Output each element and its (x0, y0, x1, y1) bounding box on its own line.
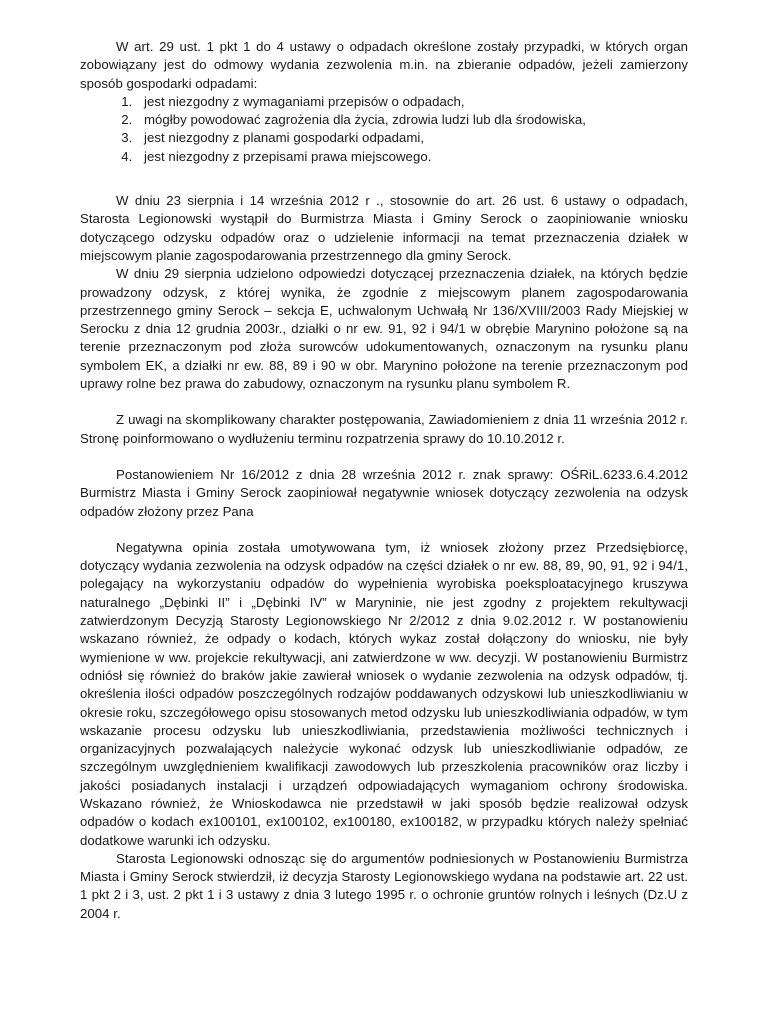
paragraph-deadline-extension: Z uwagi na skomplikowany charakter postępowania, Zawiadomieniem z dnia 11 września 2012 r. Stronę poinformowano o wydłużeniu terminu rozpatrzenia sprawy do 10.10.2012 r. (80, 412, 688, 446)
paragraph-zoning-response: W dniu 29 sierpnia udzielono odpowiedzi dotyczącej przeznaczenia działek, na których będzie prowadzony odzysk, z której wynika, że zgodnie z miejscowym planem zagospodarowania przestrzennego gminy Serock – sekcja E, uchwalonym Uchwałą Nr 136/XVIII/2003 Rady Miejskiej w Serocku z dnia 12 grudnia 2003r., działki o nr ew. 91, 92 i 94/1 w obrębie Marynino położone są na terenie przeznaczonym pod złoża surowców udokumentowanych, oznaczonym na rysunku planu symbolem EK, a działki nr ew. 88, 89 i 90 w obr. Marynino położone na terenie przeznaczonym pod uprawy rolne bez prawa do zabudowy, oznaczonym na rysunku planu symbolem R. (80, 266, 688, 392)
paragraph-art-29: W art. 29 ust. 1 pkt 1 do 4 ustawy o odpadach określone zostały przypadki, w których organ zobowiązany jest do odmowy wydania zezwolenia m.in. na zbieranie odpadów, jeżeli zamierzony sposób gospodarki odpadami: (80, 39, 688, 91)
paragraph-negative-opinion: Negatywna opinia została umotywowana tym, iż wniosek złożony przez Przedsiębiorcę, dotyczący wydania zezwolenia na odzysk odpadów na części działek o nr ew. 88, 89, 90, 91, 92 i 94/1, polegający na wykorzystaniu odpadów do wypełnienia wyrobiska poeksploatacyjnego kruszywa naturalnego „Dębinki II” i „Dębinki IV” w Maryninie, nie jest zgodny z projektem rekultywacji zatwierdzonym Decyzją Starosty Legionowskiego Nr 2/2012 z dnia 9.02.2012 r. W postanowieniu wskazano również, że odpady o kodach, których wykaz został dołączony do wniosku, nie były wymienione w ww. projekcie rekultywacji, ani zatwierdzone w ww. decyzji. W postanowieniu Burmistrz odniósł się również do braków jakie zawierał wniosek o wydanie zezwolenia na odzysk odpadów, tj. określenia ilości odpadów poszczególnych rodzajów poddawanych odzyskowi lub unieszkodliwianiu w okresie roku, szczegółowego opisu stosowanych metod odzysku lub unieszkodliwiania odpadów, w tym wskazanie procesu odzysku lub unieszkodliwiania, przedstawienia możliwości technicznych i organizacyjnych pozwalających należycie wykonać odzysk lub unieszkodliwianie odpadów, ze szczególnym uwzględnieniem kwalifikacji zawodowych lub przeszkolenia pracowników oraz liczby i jakości posiadanych instalacji i urządzeń odpowiadających wymaganiom ochrony środowiska. Wskazano również, że Wnioskodawca nie przedstawił w jaki sposób będzie realizował odzysk odpadów o kodach ex100101, ex100102, ex100180, ex100182, w przypadku których należy spełniać dodatkowe warunki ich odzysku. (80, 539, 688, 848)
refusal-conditions-list (80, 93, 688, 166)
paragraph-opinion-request: W dniu 23 sierpnia i 14 września 2012 r ., stosownie do art. 26 ust. 6 ustawy o odpadach, Starosta Legionowski wystąpił do Burmistrza Miasta i Gminy Serock o zaopiniowanie wniosku dotyczącego odzysku odpadów oraz o udzielenie informacji na temat przeznaczenia działek w miejscowym planie zagospodarowania przestrzennego dla gminy Serock. (80, 193, 688, 263)
paragraph-mayor-decision: Postanowieniem Nr 16/2012 z dnia 28 września 2012 r. znak sprawy: OŚRiL.6233.6.4.2012 Burmistrz Miasta i Gminy Serock zaopiniował negatywnie wniosek dotyczący zezwolenia na odzysk odpadów złożony przez Pana (80, 466, 688, 519)
list-item: 3. jest niezgodny z planami gospodarki odpadami, (136, 129, 688, 147)
list-item: 1. jest niezgodny z wymaganiami przepisów o odpadach, (136, 93, 688, 111)
list-item: 2. mógłby powodować zagrożenia dla życia, zdrowia ludzi lub dla środowiska, (136, 111, 688, 129)
document-body (80, 38, 688, 923)
paragraph-starosta-response: Starosta Legionowski odnosząc się do argumentów podniesionych w Postanowieniu Burmistrza Miasta i Gminy Serock stwierdził, iż decyzja Starosty Legionowskiego wydana na podstawie art. 22 ust. 1 pkt 2 i 3, ust. 2 pkt 1 i 3 ustawy z dnia 3 lutego 1995 r. o ochronie gruntów rolnych i leśnych (Dz.U z 2004 r. (80, 850, 688, 921)
list-item: 4. jest niezgodny z przepisami prawa miejscowego. (136, 148, 688, 166)
